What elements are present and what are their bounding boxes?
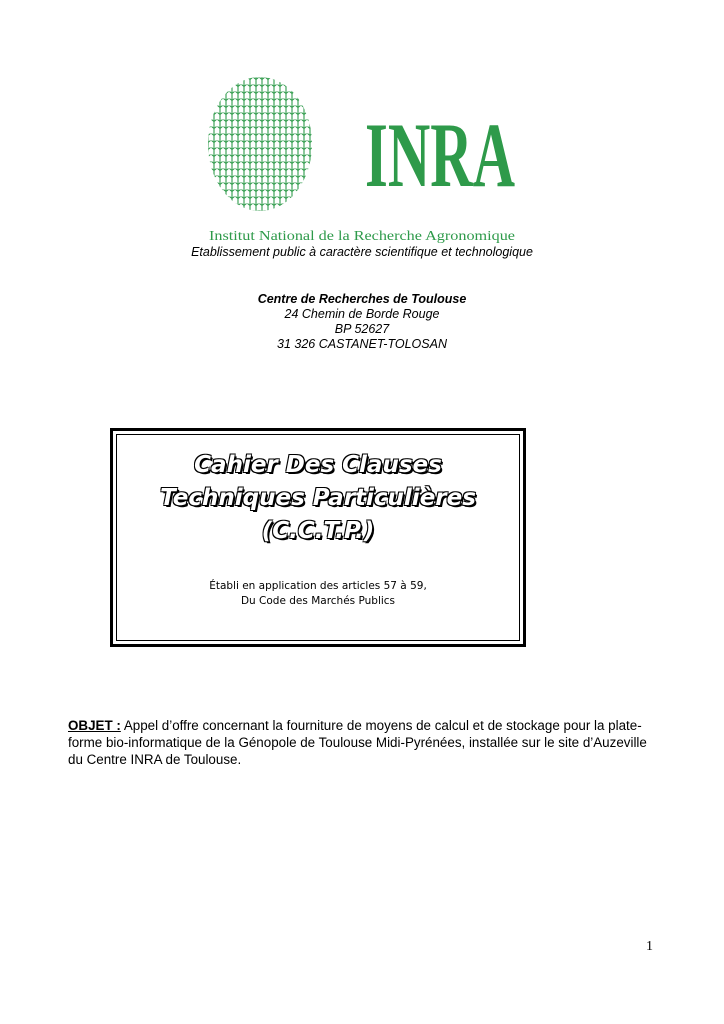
- research-center-name: Centre de Recherches de Toulouse: [257, 292, 467, 306]
- wheat-globe-icon: [208, 77, 312, 211]
- title-line-2: Techniques Particulières: [160, 485, 476, 511]
- institution-subtitle: Etablissement public à caractère scientifique et technologique: [191, 245, 533, 259]
- address-block: [0, 292, 724, 352]
- po-box: BP 52627: [334, 322, 390, 336]
- objet-label: OBJET :: [68, 718, 121, 733]
- legal-note-line-1: Établi en application des articles 57 à 59,: [209, 580, 427, 592]
- institute-name: Institut National de la Recherche Agronomique: [209, 228, 515, 243]
- inra-wordmark: INRA: [365, 104, 515, 206]
- city-postcode: 31 326 CASTANET-TOLOSAN: [277, 337, 447, 351]
- title-box: [110, 428, 526, 647]
- title-line-1: Cahier Des Clauses: [194, 452, 442, 478]
- document-title: [117, 449, 519, 548]
- street-address: 24 Chemin de Borde Rouge: [284, 307, 440, 321]
- page-number: 1: [646, 939, 653, 954]
- objet-paragraph: [68, 717, 658, 768]
- legal-note-line-2: Du Code des Marchés Publics: [240, 595, 396, 607]
- legal-note: [117, 579, 519, 609]
- objet-text: Appel d’offre concernant la fourniture de moyens de calcul et de stockage pour la plate-forme bio-informatique de la Génopole de Toulouse Midi-Pyrénées, installée sur le site d’Auzeville du Centre INRA de Toulouse.: [68, 718, 647, 767]
- title-box-inner-frame: [116, 434, 520, 641]
- inra-logo: [205, 76, 520, 246]
- title-line-3: (C.C.T.P.): [261, 518, 375, 544]
